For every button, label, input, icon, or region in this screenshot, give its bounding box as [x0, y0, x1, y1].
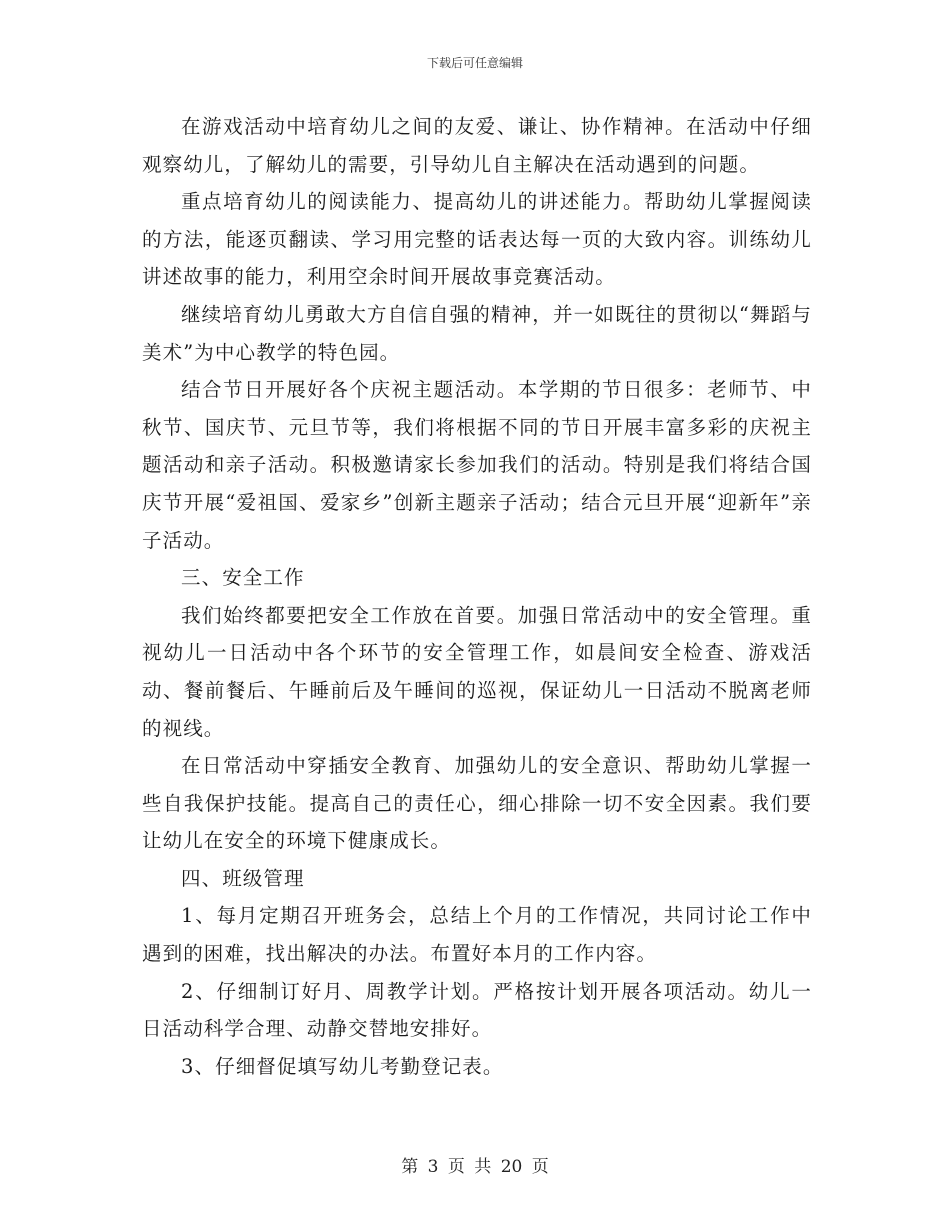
paragraph-reading: 重点培育幼儿的阅读能力、提高幼儿的讲述能力。帮助幼儿掌握阅读的方法，能逐页翻读、学习用完整的话表达每一页的大致内容。训练幼儿讲述故事的能力，利用空余时间开展故事竞赛活动。: [142, 190, 812, 289]
section-heading-safety: 三、安全工作: [181, 566, 305, 590]
paragraph-safety-management: 我们始终都要把安全工作放在首要。加强日常活动中的安全管理。重视幼儿一日活动中各个环节的安全管理工作，如晨间安全检查、游戏活动、餐前餐后、午睡前后及午睡间的巡视，保证幼儿一日活动不脱离老师的视线。: [142, 603, 812, 740]
page-header: 下载后可任意编辑: [426, 56, 523, 70]
list-item-monthly-meeting: 1、每月定期召开班务会，总结上个月的工作情况，共同讨论工作中遇到的困难，找出解决的办法。布置好本月的工作内容。: [142, 904, 812, 966]
document-body: [142, 108, 812, 1085]
list-item-teaching-plan: 2、仔细制订好月、周教学计划。严格按计划开展各项活动。幼儿一日活动科学合理、动静交替地安排好。: [142, 979, 812, 1041]
section-heading-class-management: 四、班级管理: [181, 866, 305, 890]
list-item-attendance: 3、仔细督促填写幼儿考勤登记表。: [181, 1054, 504, 1078]
paragraph-festivals: 结合节日开展好各个庆祝主题活动。本学期的节日很多：老师节、中秋节、国庆节、元旦节等，我们将根据不同的节日开展丰富多彩的庆祝主题活动和亲子活动。积极邀请家长参加我们的活动。特别是我们将结合国庆节开展“爱祖国、爱家乡”创新主题亲子活动；结合元旦开展“迎新年”亲子活动。: [142, 378, 812, 552]
paragraph-cooperation: 在游戏活动中培育幼儿之间的友爱、谦让、协作精神。在活动中仔细观察幼儿，了解幼儿的需要，引导幼儿自主解决在活动遇到的问题。: [142, 115, 812, 176]
paragraph-safety-education: 在日常活动中穿插安全教育、加强幼儿的安全意识、帮助幼儿掌握一些自我保护技能。提高自己的责任心，细心排除一切不安全因素。我们要让幼儿在安全的环境下健康成长。: [142, 754, 812, 853]
page-number: 第 3 页 共 20 页: [401, 1157, 549, 1177]
paragraph-confidence: 继续培育幼儿勇敢大方自信自强的精神，并一如既往的贯彻以“舞蹈与美术”为中心教学的特色园。: [142, 302, 812, 364]
